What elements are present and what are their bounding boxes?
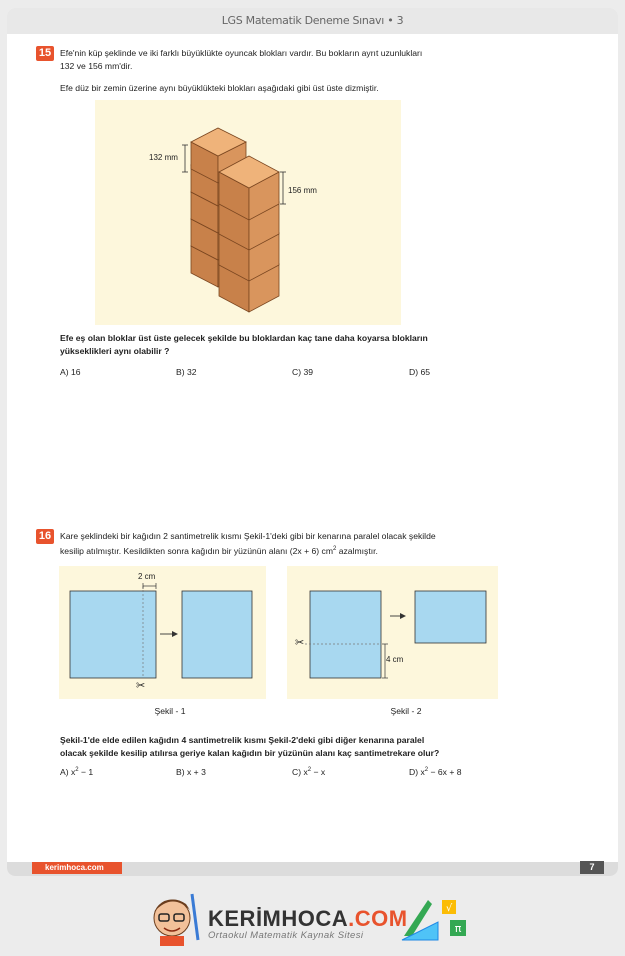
brand-subtitle: Ortaokul Matematik Kaynak Sitesi: [208, 930, 364, 941]
question-16-number: 16: [36, 529, 54, 544]
figure-2: [287, 566, 498, 699]
figure-1: [59, 566, 266, 699]
question-16-stem-line2: kesilip atılmıştır. Kesildikten sonra kağıdın bir yüzünün alanı (2x + 6) $cm^2$ azalmıştır.: [60, 545, 378, 556]
exam-title: LGS Matematik Deneme Sınavı • 3: [221, 14, 404, 27]
q16-option-c[interactable]: C) $x^2 - x$: [292, 767, 326, 777]
label-2cm: 2 cm: [138, 572, 156, 581]
footer-site-link[interactable]: kerimhoca.com: [32, 862, 122, 874]
cut-paper: [182, 591, 252, 678]
svg-text:π: π: [454, 922, 462, 935]
label-132mm: 132 mm: [149, 153, 178, 162]
brand-name: KERİMHOCA.COM: [208, 906, 408, 931]
blocks-figure: [95, 100, 401, 325]
label-156mm: 156 mm: [288, 186, 317, 195]
figure-1-svg: [59, 566, 266, 699]
figure-2-caption: Şekil - 2: [390, 706, 422, 716]
question-15-question-line2: yükseklikleri aynı olabilir ?: [60, 346, 170, 356]
question-16-question: [60, 734, 580, 760]
question-16-question-line1: Şekil-1'de elde edilen kağıdın 4 santimetrelik kısmı Şekil-2'deki gibi diğer kenarına paralel: [60, 735, 425, 745]
question-15-stem: [60, 47, 560, 73]
brand-banner: [140, 888, 490, 948]
label-4cm: 4 cm: [386, 655, 404, 664]
mascot-icon: [146, 888, 206, 948]
q15-option-b[interactable]: B) 32: [176, 367, 197, 377]
blocks-figure-svg: [95, 100, 401, 325]
question-15-number: 15: [36, 46, 54, 61]
question-15-stem-line1: Efe'nin küp şeklinde ve iki farklı büyüklükte oyuncak blokları vardır. Bu bokların ayrıt uzunlukları: [60, 48, 423, 58]
question-16-stem-line1: Kare şeklindeki bir kağıdın 2 santimetrelik kısmı Şekil-1'deki gibi bir kenarına paralel olacak şekilde: [60, 531, 436, 541]
q15-option-c[interactable]: C) 39: [292, 367, 314, 377]
question-15-stem2: Efe düz bir zemin üzerine aynı büyüklükteki blokları aşağıdaki gibi üst üste dizmiştir.: [60, 83, 379, 93]
question-16-question-line2: olacak şekilde kesilip atılırsa geriye kalan kağıdın bir yüzünün alanı kaç santimetrekare olur?: [60, 748, 440, 758]
question-15-question-line1: Efe eş olan bloklar üst üste gelecek şekilde bu bloklardan kaç tane daha koyarsa blokların: [60, 333, 428, 343]
math-tools-icon: [398, 890, 474, 946]
figure-2-svg: [287, 566, 498, 699]
scissors-icon: ✂: [295, 637, 305, 649]
svg-text:√: √: [445, 903, 453, 914]
strip-paper: [310, 591, 381, 678]
remaining-paper: [415, 591, 486, 643]
page-header: [7, 8, 618, 34]
q16-option-d[interactable]: D) $x^2 - 6x + 8$: [409, 767, 462, 777]
scissors-icon: ✂: [136, 680, 146, 692]
question-15-question: [60, 332, 560, 358]
q15-option-a[interactable]: A) 16: [60, 367, 81, 377]
question-15-stem-line2: 132 ve 156 mm'dir.: [60, 61, 133, 71]
q16-option-b[interactable]: B) x + 3: [176, 767, 206, 777]
q16-option-a[interactable]: A) $x^2 - 1$: [60, 767, 94, 777]
page-number: 7: [580, 861, 604, 874]
question-16-stem: [60, 530, 580, 558]
figure-1-caption: Şekil - 1: [154, 706, 186, 716]
q15-option-d[interactable]: D) 65: [409, 367, 431, 377]
